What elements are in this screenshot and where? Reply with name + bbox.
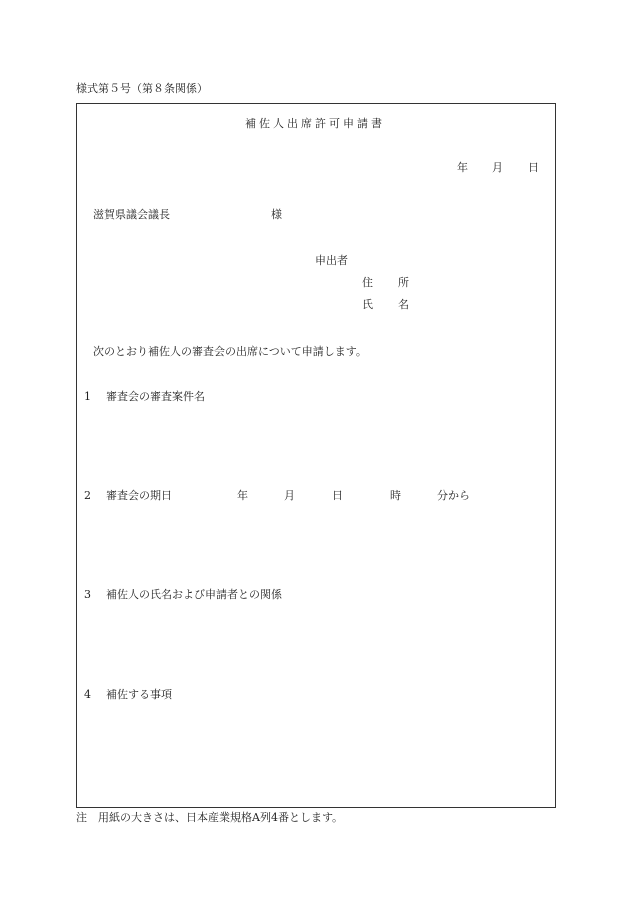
form-reference: 様式第５号（第８条関係） bbox=[76, 82, 208, 95]
item-number: 4 bbox=[84, 688, 91, 701]
item-label-meeting-date: 審査会の期日 bbox=[106, 489, 172, 502]
paper-size-note: 注 用紙の大きさは、日本産業規格A列4番とします。 bbox=[76, 811, 344, 824]
meeting-year-unit: 年 bbox=[237, 489, 248, 502]
item-number: 2 bbox=[84, 489, 91, 502]
item-label-assistant-relation: 補佐人の氏名および申請者との関係 bbox=[106, 588, 282, 601]
name-label-char: 氏 bbox=[362, 298, 373, 311]
date-year-label: 年 bbox=[457, 161, 468, 174]
item-label-assist-matters: 補佐する事項 bbox=[106, 688, 172, 701]
honorific: 様 bbox=[271, 208, 282, 221]
meeting-month-unit: 月 bbox=[284, 489, 295, 502]
form-title: 補佐人出席許可申請書 bbox=[245, 117, 385, 130]
name-label bbox=[362, 299, 409, 310]
address-label bbox=[362, 277, 409, 288]
name-label-char: 名 bbox=[398, 298, 409, 311]
address-label-char: 住 bbox=[362, 276, 373, 289]
item-number: 1 bbox=[84, 390, 91, 403]
meeting-day-unit: 日 bbox=[332, 489, 343, 502]
meeting-minute-unit: 分から bbox=[437, 489, 470, 502]
addressee: 滋賀県議会議長 bbox=[93, 208, 170, 221]
applicant-label: 申出者 bbox=[315, 254, 348, 267]
intro-text: 次のとおり補佐人の審査会の出席について申請します。 bbox=[93, 345, 367, 358]
date-month-label: 月 bbox=[492, 161, 503, 174]
item-number: 3 bbox=[84, 588, 91, 601]
address-label-char: 所 bbox=[398, 276, 409, 289]
item-label-case-name: 審査会の審査案件名 bbox=[106, 390, 205, 403]
meeting-hour-unit: 時 bbox=[390, 489, 401, 502]
date-day-label: 日 bbox=[528, 161, 539, 174]
